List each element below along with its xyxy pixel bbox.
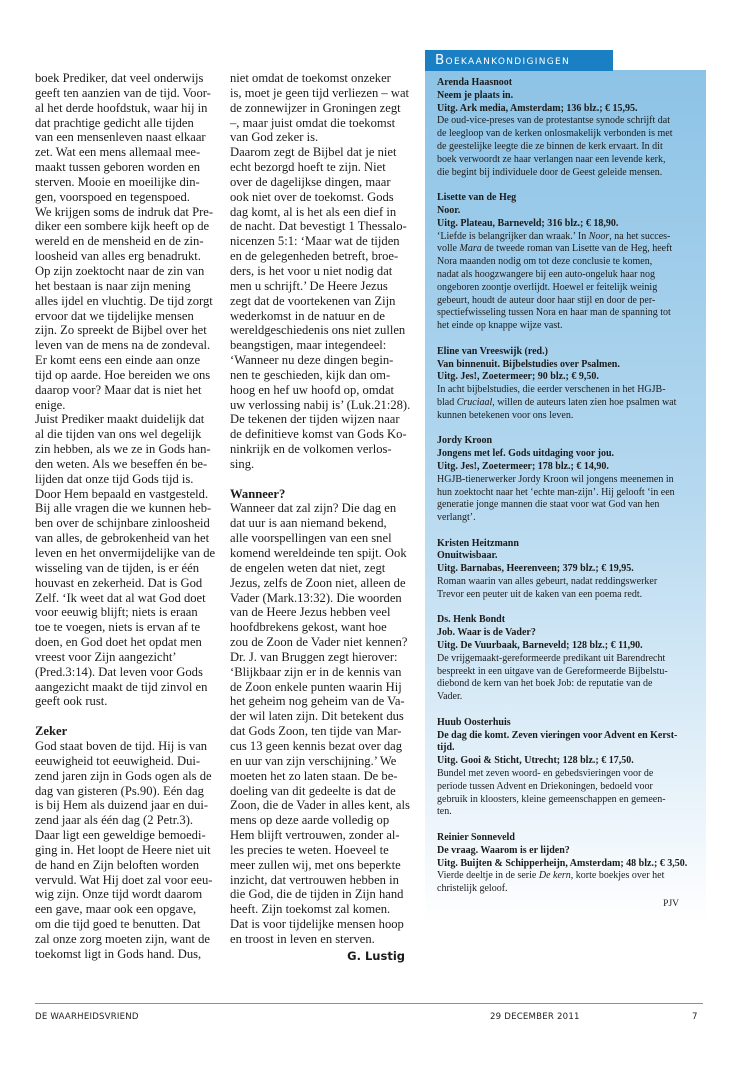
footer-divider	[35, 1003, 703, 1004]
paragraph	[35, 71, 225, 412]
description-line	[437, 806, 699, 819]
paragraph	[35, 412, 225, 709]
description-line	[437, 231, 699, 244]
paragraph	[35, 739, 225, 962]
description-line	[437, 384, 699, 397]
text-line: zal onze zorg moeten zijn, want de	[35, 931, 210, 946]
book-publisher: Uitg. Barnabas, Heerenveen; 379 blz.; € 19,95.	[437, 563, 634, 575]
book-announcements-list	[437, 77, 699, 910]
book-title: De vraag. Waarom is er lijden?	[437, 844, 570, 856]
description-line	[437, 269, 699, 282]
text-segment: Bundel met zeven woord- en gebedsvieringen voor de	[437, 768, 654, 780]
text-line: Zelf. ‘Ik weet dat al wat God doet	[35, 590, 206, 605]
text-segment: de geestelijke leegte die ze binnen de kerk ervaart. In dit	[437, 140, 663, 152]
article-author: G. Lustig	[347, 948, 405, 963]
paragraph	[230, 501, 415, 946]
text-line: al het derde hoofdstuk, waar hij in	[35, 100, 208, 115]
text-segment: HGJB-tienerwerker Jordy Kroon wil jongens meenemen in	[437, 473, 674, 485]
text-segment: Nora maanden nodig om tot deze conclusie te komen,	[437, 256, 653, 268]
text-line: vervuld. Wat Hij doet zal voor eeu-	[35, 872, 213, 887]
text-line: Door Hem bepaald en vastgesteld.	[35, 486, 209, 501]
text-segment: kunnen betekenen voor ons leven.	[437, 409, 574, 421]
description-line	[437, 243, 699, 256]
book-author: Jordy Kroon	[437, 435, 493, 447]
text-line: houvast en zekerheid. Dat is God	[35, 575, 203, 590]
text-line: de definitieve komst van Gods Ko-	[230, 427, 407, 442]
book-author: Reinier Sonneveld	[437, 832, 515, 844]
description-line	[437, 691, 699, 704]
text-line: komend wereldeinde ten spijt. Ook	[230, 546, 407, 560]
text-line: en de gelegenheden betreft, broe-	[230, 249, 399, 264]
description-line	[437, 512, 699, 525]
text-line: dat uur is aan niemand bekend,	[230, 516, 387, 531]
description-line	[437, 474, 699, 487]
text-line: boek Prediker, dat veel onderwijs	[35, 71, 204, 85]
text-line: moeten het zo laten staan. De be-	[230, 768, 398, 783]
text-line: die God, die de tijden in Zijn hand	[230, 887, 404, 902]
text-line: ‘Blijkbaar zijn er in de kennis van	[230, 664, 402, 679]
text-line: God staat boven de tijd. Hij is van	[35, 738, 208, 753]
text-line: sing.	[230, 456, 255, 471]
description-line	[437, 589, 699, 602]
text-segment: bespreekt in een uitgave van de Gereformeerde Bijbelstu-	[437, 665, 668, 677]
text-line: maakt tussen geboren worden en	[35, 160, 201, 175]
text-line: hoofdbrekens gekost, want hoe	[230, 620, 387, 635]
italic-title: De kern	[538, 870, 571, 882]
text-line: van God zeker is.	[230, 130, 319, 145]
text-line: over de dagelijkse dingen, maar	[230, 174, 391, 189]
text-line: en troost in leven en sterven.	[230, 931, 375, 946]
text-segment: de leegloop van de kerken onlosmakelijk verbonden is met	[437, 128, 673, 140]
text-segment: volle	[437, 243, 460, 255]
text-line: enige.	[35, 397, 66, 412]
book-title: Jongens met lef. Gods uitdaging voor jou.	[437, 448, 615, 460]
text-line: leven van de mens na de zondeval.	[35, 338, 211, 353]
text-segment: Vader.	[437, 691, 463, 703]
book-publisher: Uitg. Ark media, Amsterdam; 136 blz.; € 15,95.	[437, 102, 638, 114]
footer-page-number: 7	[692, 1012, 698, 1022]
text-line: aangezicht maakt de tijd zinvol en	[35, 679, 208, 694]
text-segment: De oud-vice-preses van de protestantse synode schrijft dat	[437, 115, 670, 127]
description-line	[437, 768, 699, 781]
text-segment: ten.	[437, 806, 452, 818]
text-line: We krijgen soms de indruk dat Pre-	[35, 204, 214, 219]
text-line: Dr. J. van Bruggen zegt hierover:	[230, 649, 398, 664]
text-line: nicenzen 5:1: ‘Maar wat de tijden	[230, 234, 400, 249]
text-line: les precies te weten. Hoeveel te	[230, 842, 389, 857]
text-line: der wil laten zijn. Dit betekent dus	[230, 709, 404, 724]
book-announcement	[437, 77, 699, 179]
text-segment: De vrijgemaakt-gereformeerde predikant uit Barendrecht	[437, 652, 666, 664]
description-line	[437, 295, 699, 308]
section-heading: Zeker	[35, 724, 68, 739]
text-line: Zoon, die de Vader in alles kent, als	[230, 798, 410, 813]
text-line: Hem blijft vertrouwen, zonder al-	[230, 828, 400, 843]
text-segment: gebeurt, houdt de auteur door haar stijl en door de per-	[437, 294, 656, 306]
book-title: Van binnenuit. Bijbelstudies over Psalmen.	[437, 358, 620, 370]
text-segment: ‘Liefde is belangrijker dan wraak.’ In	[437, 230, 589, 242]
text-line: De tekenen der tijden wijzen naar	[230, 412, 400, 427]
book-announcements-title: Boekaankondigingen	[425, 50, 613, 71]
text-line: Juist Prediker maakt duidelijk dat	[35, 412, 205, 427]
text-line: echt bezorgd hoeft te zijn. Niet	[230, 160, 386, 175]
paragraph	[230, 71, 415, 145]
book-author: Lisette van de Heg	[437, 192, 517, 204]
text-line: van de Heere Jezus hebben veel	[230, 605, 391, 620]
description-line	[437, 307, 699, 320]
text-line: zend jaar als één dag (2 Petr.3).	[35, 813, 194, 828]
text-segment: gebruik in kloosters, kleine gemeenschappen en gemeen-	[437, 793, 666, 805]
text-line: wereldgeschiedenis ons niet zullen	[230, 323, 406, 338]
text-line: den weten. Als we beseffen én be-	[35, 456, 208, 471]
blank-line	[230, 472, 415, 487]
text-segment: diebond de kern van het boek Job: de reputatie van de	[437, 678, 653, 690]
reviewer-initials: PJV	[663, 899, 679, 909]
text-segment: , willen de auteurs laten zien hoe psalmen wat	[492, 396, 677, 408]
text-line: toe te voegen, niets is ervan af te	[35, 620, 201, 635]
book-title: tijd.	[437, 742, 455, 754]
book-author: Huub Oosterhuis	[437, 716, 511, 728]
book-title: Onuitwisbaar.	[437, 550, 498, 562]
text-line: meer zullen wij, met ons beperkte	[230, 857, 401, 872]
text-line: ook niet over de toekomst. Gods	[230, 189, 394, 204]
text-line: is bij Hem als duizend jaar en dui-	[35, 798, 209, 813]
text-line: hoog en hef uw hoofd op, omdat	[230, 382, 395, 397]
book-title: Noor.	[437, 204, 461, 216]
text-line: sterven. Mooie en moeilijke din-	[35, 174, 200, 189]
text-line: ervoor dat we tijdelijke mensen	[35, 308, 194, 323]
text-line: Bij alle vragen die we kunnen heb-	[35, 501, 212, 516]
description-line	[437, 499, 699, 512]
text-segment: die begint bij individuele door de Geest geleide mensen.	[437, 166, 663, 178]
book-author: Eline van Vreeswijk (red.)	[437, 345, 548, 357]
book-announcement	[437, 614, 699, 704]
book-publisher: Uitg. Gooi & Sticht, Utrecht; 128 blz.; € 17,50.	[437, 755, 634, 767]
text-segment: , na het succes-	[609, 230, 671, 242]
text-line: wereld en de mensheid en de zin-	[35, 234, 204, 249]
text-line: dat Gods Zoon, ten tijde van Mar-	[230, 724, 402, 739]
text-segment: Vierde deeltje in de serie	[437, 870, 539, 882]
text-line: om die tijd goed te benutten. Dat	[35, 917, 201, 932]
book-publisher: Uitg. De Vuurbaak, Barneveld; 128 blz.; € 11,90.	[437, 640, 643, 652]
book-author: Ds. Henk Bondt	[437, 614, 506, 626]
text-line: eeuwigheid tot eeuwigheid. Dui-	[35, 753, 201, 768]
text-line: zend jaren zijn in Gods ogen als de	[35, 768, 212, 783]
book-publisher: Uitg. Buijten & Schipperheijn, Amsterdam; 48 blz.; € 3,50.	[437, 857, 688, 869]
text-line: geeft ook rust.	[35, 694, 108, 709]
text-line: lijden dat onze tijd Gods tijd is.	[35, 471, 194, 486]
text-segment: het einde op knappe wijze vast.	[437, 320, 563, 332]
article-column-2	[230, 71, 415, 964]
text-line: een gave, maar ook een opgave,	[35, 902, 197, 917]
text-line: voor eeuwig blijft; niets is eraan	[35, 605, 198, 620]
section-heading: Wanneer?	[230, 486, 286, 501]
book-publisher: Uitg. Jes!, Zoetermeer; 178 blz.; € 14,90.	[437, 460, 609, 472]
description-line	[437, 678, 699, 691]
text-line: dag van gisteren (Ps.90). Eén dag	[35, 783, 204, 798]
description-line	[437, 666, 699, 679]
text-line: ben over de schijnbare zinloosheid	[35, 516, 210, 531]
text-line: geeft ten aanzien van de tijd. Voor-	[35, 85, 211, 100]
description-line	[437, 653, 699, 666]
text-line: –, maar juist omdat die toekomst	[230, 115, 396, 130]
text-line: Vader (Mark.13:32). Die woorden	[230, 590, 402, 605]
text-line: zet. Wat een mens allemaal mee-	[35, 145, 201, 160]
text-line: alles ijdel en vluchtig. De tijd zorgt	[35, 293, 213, 308]
book-publisher: Uitg. Jes!, Zoetermeer; 90 blz.; € 9,50.	[437, 371, 599, 383]
paragraph	[230, 145, 415, 472]
text-line: doen, en God doet het opdat men	[35, 635, 202, 650]
text-line: heeft. Zijn toekomst zal komen.	[230, 902, 391, 917]
text-line: loosheid van alles erg benadrukt.	[35, 249, 201, 264]
text-line: wederkomst in de natuur en de	[230, 308, 385, 323]
description-line	[437, 794, 699, 807]
text-segment: christelijk geloof.	[437, 883, 508, 895]
text-line: de nacht. Dat bevestigt 1 Thessalo-	[230, 219, 407, 234]
book-title: Neem je plaats in.	[437, 89, 514, 101]
book-author: Arenda Haasnoot	[437, 77, 513, 88]
book-announcement	[437, 832, 699, 896]
text-line: beangstigen, maar integendeel:	[230, 338, 387, 353]
text-segment: de tweede roman van Lisette van de Heg, heeft	[481, 243, 673, 255]
book-announcement	[437, 346, 699, 423]
text-line: zegt dat de voortekenen van Zijn	[230, 293, 396, 308]
text-line: Wanneer dat zal zijn? Die dag en	[230, 501, 397, 516]
description-line	[437, 141, 699, 154]
text-line: gen, voorspoed en tegenspoed.	[35, 189, 190, 204]
text-line: daarop voor? Maar dat is niet het	[35, 382, 202, 397]
text-line: het geheim nog geheim van de Va-	[230, 694, 405, 709]
text-line: ninkrijk en de volkomen verlos-	[230, 442, 392, 457]
text-line: (Pred.3:14). Dat leven voor Gods	[35, 664, 203, 679]
book-title: Job. Waar is de Vader?	[437, 627, 536, 639]
text-line: cus 13 geen kennis bezat over dag	[230, 738, 403, 753]
description-line	[437, 320, 699, 333]
text-line: tijd op aarde. Hoe bereiden we ons	[35, 367, 211, 382]
text-line: Er komt eens een einde aan onze	[35, 353, 201, 368]
description-line	[437, 115, 699, 128]
text-line: alle voorspellingen van een snel	[230, 531, 392, 546]
description-line	[437, 154, 699, 167]
text-line: al die tijden van ons wel degelijk	[35, 427, 202, 442]
text-line: is, moet je geen tijd verliezen – wat	[230, 85, 410, 100]
text-line: Dat is voor tijdelijke mensen hoop	[230, 917, 404, 932]
text-line: dag komt, al is het als een dief in	[230, 204, 397, 219]
book-announcement	[437, 717, 699, 819]
text-segment: verlangt’.	[437, 512, 476, 524]
book-announcement	[437, 192, 699, 333]
footer-date: 29 DECEMBER 2011	[490, 1012, 580, 1022]
description-line	[437, 410, 699, 423]
text-line: van alles, de gebrokenheid van het	[35, 531, 210, 546]
description-line	[437, 870, 699, 883]
text-segment: ongeboren zoontje overlijdt. Hoewel er feitelijk weinig	[437, 281, 658, 293]
book-publisher: Uitg. Plateau, Barneveld; 316 blz.; € 18,90.	[437, 217, 619, 229]
book-announcement	[437, 435, 699, 525]
text-line: mens op deze aarde volledig op	[230, 813, 390, 828]
text-line: ders, is het voor u niet nodig dat	[230, 263, 393, 278]
text-line: de engelen weten dat niet, zegt	[230, 560, 386, 575]
text-line: Jezus, zelfs de Zoon niet, alleen de	[230, 575, 406, 590]
blank-line	[35, 709, 225, 724]
text-line: dat prachtige gedicht alle tijden	[35, 115, 194, 130]
text-segment: Trevor een peuter uit de kaken van een poema redt.	[437, 588, 643, 600]
text-line: Daarom zegt de Bijbel dat je niet	[230, 145, 397, 160]
text-line: nen te geschieden, kijk dan om-	[230, 367, 391, 382]
text-line: Daar ligt een geweldige bemoedi-	[35, 828, 206, 843]
text-line: toekomst ligt in Gods hand. Dus,	[35, 946, 202, 961]
italic-title: Cruciaal	[456, 396, 493, 408]
book-author: Kristen Heitzmann	[437, 537, 519, 549]
text-line: zijn. Zo spreekt de Bijbel over het	[35, 323, 207, 338]
text-line: wig zijn. Onze tijd wordt daarom	[35, 887, 203, 902]
text-line: wisseling van de tijden, is er één	[35, 560, 200, 575]
text-line: zin hebben, als we ze in Gods han-	[35, 442, 211, 457]
text-line: uw verlossing nabij is’ (Luk.21:28).	[230, 397, 411, 412]
text-line: het bestaan is naar zijn mening	[35, 278, 191, 293]
book-announcement	[437, 538, 699, 602]
text-segment: In acht bijbelstudies, die eerder verschenen in het HGJB-	[437, 384, 666, 396]
article-column-1	[35, 71, 225, 962]
text-line: leven en het onvermijdelijke van de	[35, 546, 216, 560]
text-line: de hand en Zijn beloften worden	[35, 857, 200, 872]
description-line	[437, 397, 699, 410]
text-line: ‘Wanneer nu deze dingen begin-	[230, 353, 394, 368]
text-line: de zonnewijzer in Groningen zegt	[230, 100, 401, 115]
description-line	[437, 167, 699, 180]
text-line: inzicht, dat vertrouwen hebben in	[230, 872, 399, 887]
italic-title: Noor	[588, 230, 610, 242]
text-segment: generatie jonge mannen die staat voor wat God van hen	[437, 499, 660, 511]
text-segment: spectiefwisseling tussen Nora en haar man de spanning tot	[437, 307, 671, 319]
text-segment: Roman waarin van alles gebeurt, nadat reddingswerker	[437, 576, 658, 588]
text-line: zou de Zoon de Vader niet kennen?	[230, 635, 408, 650]
italic-title: Mara	[459, 243, 482, 255]
text-segment: nadat als hoogzwangere bij een auto-ongeluk haar nog	[437, 268, 655, 280]
footer-publication: DE WAARHEIDSVRIEND	[35, 1012, 139, 1022]
text-segment: blad	[437, 396, 457, 408]
description-line	[437, 256, 699, 269]
text-line: niet omdat de toekomst onzeker	[230, 71, 391, 85]
text-line: ging in. Het loopt de Heere niet uit	[35, 842, 211, 857]
text-line: vreest voor Zijn aangezicht’	[35, 649, 177, 664]
description-line	[437, 487, 699, 500]
text-line: men u schrijft.’ De Heere Jezus	[230, 278, 388, 293]
text-line: doeling van dit gedeelte is dat de	[230, 783, 396, 798]
book-title: De dag die komt. Zeven vieringen voor Advent en Kerst-	[437, 729, 678, 741]
description-line	[437, 576, 699, 589]
text-line: Op zijn zoektocht naar de zin van	[35, 263, 205, 278]
text-segment: hun zoektocht naar het ‘echte man-zijn’. Hij gelooft ‘in een	[437, 486, 675, 498]
text-line: en uur van zijn verschijning.’ We	[230, 753, 397, 768]
text-line: van een mensenleven naast elkaar	[35, 130, 206, 145]
text-line: de Zoon enkele punten waarin Hij	[230, 679, 402, 694]
text-line: diker een sombere kijk heeft op de	[35, 219, 210, 234]
description-line	[437, 128, 699, 141]
text-segment: periode tussen Advent en Driekoningen, bedoeld voor	[437, 780, 653, 792]
description-line	[437, 883, 699, 896]
description-line	[437, 282, 699, 295]
text-segment: , korte boekjes over het	[570, 870, 665, 882]
description-line	[437, 781, 699, 794]
text-segment: boek verwoordt ze haar verlangen naar een levende kerk,	[437, 153, 666, 165]
